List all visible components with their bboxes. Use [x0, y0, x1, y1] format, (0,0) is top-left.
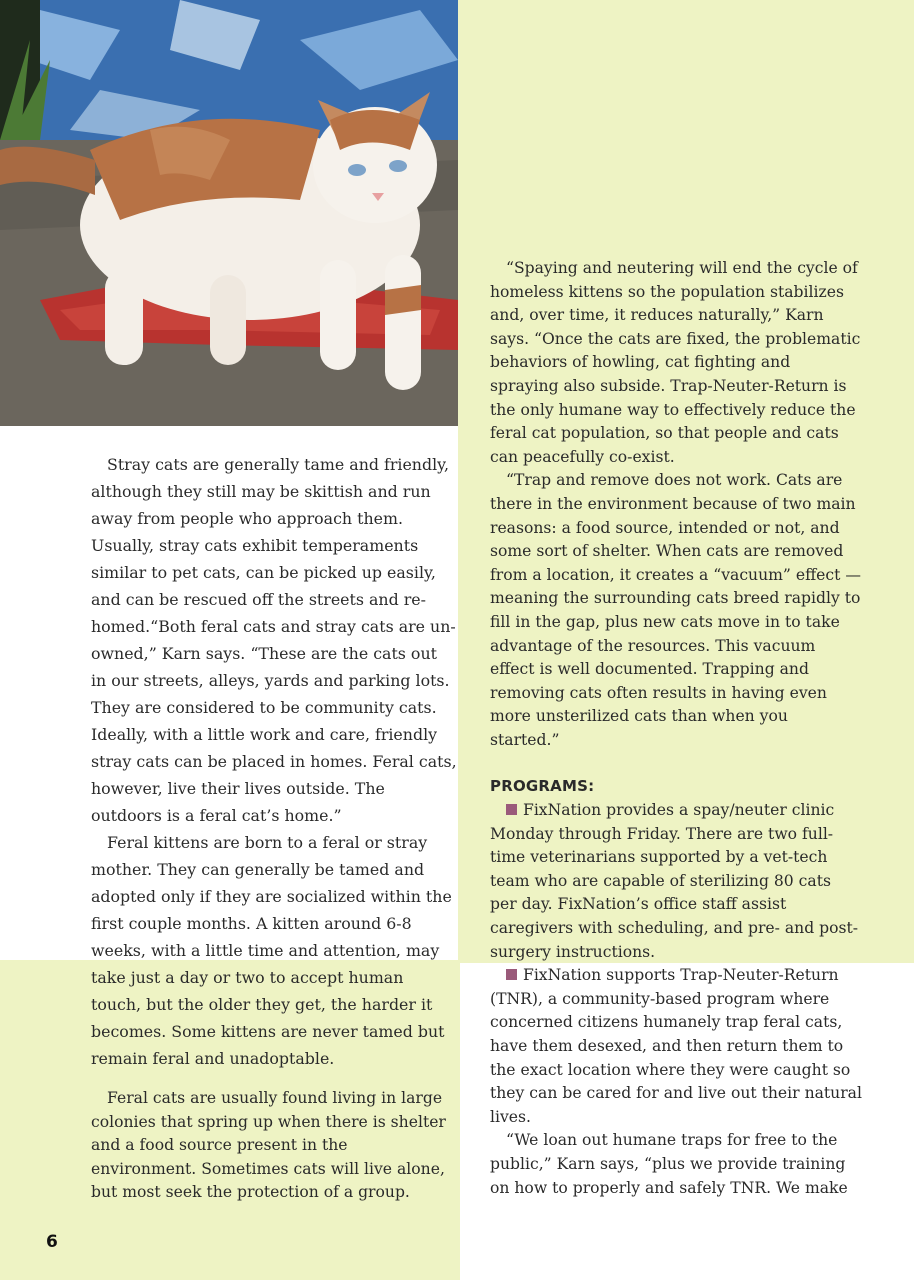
paragraph: “Trap and remove does not work. Cats are there in the environment because of two main reasons: a food source, intended or not, and some sort of shelter. When cats are removed from a location, it creates a “vacuum” effect — meaning the surrounding cats breed rapidly to fill in the gap, plus new cats move in to take advantage of the resources. This vacuum effect is well documented. Trapping and removing cats often results in having even more unsterilized cats than when you started.” — [490, 471, 861, 749]
left-column-upper — [91, 451, 457, 1072]
program-item-text: FixNation provides a spay/neuter clinic Monday through Friday. There are two full-time veterinarians supported by a vet-tech team who are capable of sterilizing 80 cats per day. FixNation’s office staff assist caregivers with scheduling, and pre- and post-surgery instructions. — [490, 801, 859, 961]
square-bullet-icon — [506, 804, 517, 815]
left-column-lower — [91, 1087, 457, 1205]
programs-heading: PROGRAMS: — [490, 777, 595, 796]
page-number: 6 — [46, 1232, 58, 1252]
program-item-text: FixNation supports Trap-Neuter-Return (TNR), a community-based program where concerned citizens humanely trap feral cats, have them desexed, and then return them to the exact location where they were caught so they can be cared for and live out their natural lives. — [490, 966, 862, 1126]
program-item — [490, 799, 862, 964]
square-bullet-icon — [506, 969, 517, 980]
right-column — [490, 257, 862, 1200]
paragraph: “We loan out humane traps for free to the public,” Karn says, “plus we provide training on how to properly and safely TNR. We make — [490, 1131, 848, 1197]
cat-illustration — [0, 0, 458, 426]
paragraph: Feral kittens are born to a feral or stray mother. They can generally be tamed and adopted only if they are socialized within the first couple months. A kitten around 6-8 weeks, with a little time and attention, may take just a day or two to accept human touch, but the older they get, the harder it becomes. Some kittens are never tamed but remain feral and unadoptable. — [91, 833, 452, 1068]
paragraph: “Spaying and neutering will end the cycle of homeless kittens so the population stabilizes and, over time, it reduces naturally,” Karn says. “Once the cats are fixed, the problematic behaviors of howling, cat fighting and spraying also subside. Trap-Neuter-Return is the only humane way to effectively reduce the feral cat population, so that people and cats can peacefully co-exist. — [490, 259, 861, 466]
paragraph: Stray cats are generally tame and friendly, although they still may be skittish and run away from people who approach them. Usually, stray cats exhibit temperaments similar to pet cats, can be picked up easily, and can be rescued off the streets and re-homed.“Both feral cats and stray cats are un-owned,” Karn says. “These are the cats out in our streets, alleys, yards and parking lots. They are considered to be community cats. Ideally, with a little work and care, friendly stray cats can be placed in homes. Feral cats, however, live their lives outside. The outdoors is a feral cat’s home.” — [91, 455, 457, 825]
paragraph: Feral cats are usually found living in large colonies that spring up when there is shelter and a food source present in the environment. Sometimes cats will live alone, but most seek the protection of a group. — [91, 1089, 446, 1202]
cat-photo — [0, 0, 458, 426]
program-item — [490, 964, 862, 1129]
